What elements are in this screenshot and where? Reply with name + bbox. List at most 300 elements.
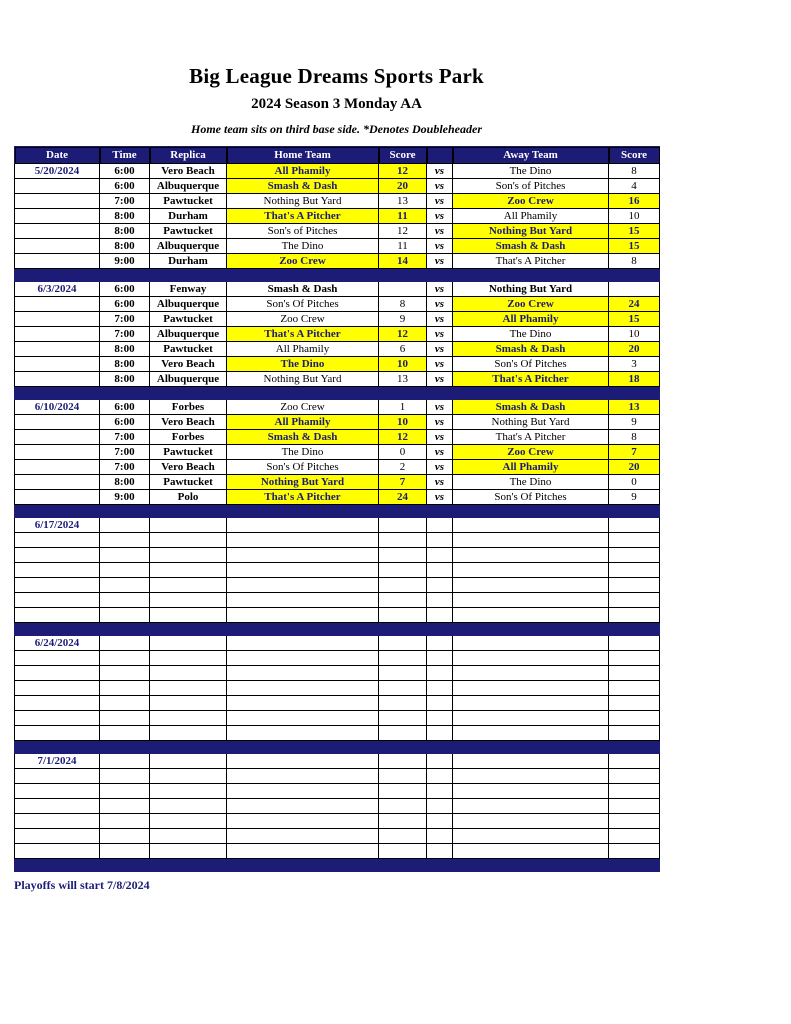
replica-cell: Pawtucket (150, 475, 227, 490)
game-row (15, 696, 660, 711)
away-team-cell: That's A Pitcher (453, 430, 609, 445)
away-team-cell (453, 636, 609, 651)
home-score-cell: 11 (379, 209, 427, 224)
game-row (15, 239, 660, 254)
home-score-cell: 9 (379, 312, 427, 327)
time-cell: 6:00 (100, 179, 150, 194)
replica-cell (150, 726, 227, 741)
vs-cell: vs (427, 327, 453, 342)
replica-cell (150, 608, 227, 623)
home-score-cell: 12 (379, 224, 427, 239)
home-team-cell: Nothing But Yard (227, 372, 379, 387)
date-cell (15, 490, 100, 505)
week-separator-bar (15, 387, 660, 400)
game-row (15, 681, 660, 696)
replica-cell: Vero Beach (150, 460, 227, 475)
away-score-cell: 3 (609, 357, 660, 372)
date-cell (15, 445, 100, 460)
away-score-cell (609, 593, 660, 608)
away-score-cell: 10 (609, 209, 660, 224)
home-score-cell (379, 784, 427, 799)
home-team-cell: The Dino (227, 239, 379, 254)
replica-cell (150, 799, 227, 814)
away-team-cell (453, 829, 609, 844)
away-team-cell: Son's Of Pitches (453, 490, 609, 505)
home-score-cell (379, 829, 427, 844)
away-team-cell: Son's of Pitches (453, 179, 609, 194)
date-cell (15, 696, 100, 711)
vs-cell (427, 651, 453, 666)
vs-cell (427, 829, 453, 844)
home-score-cell (379, 681, 427, 696)
footer-note: Playoffs will start 7/8/2024 (14, 878, 150, 892)
away-team-cell: That's A Pitcher (453, 254, 609, 269)
date-cell (15, 239, 100, 254)
date-cell: 7/1/2024 (15, 754, 100, 769)
replica-cell: Pawtucket (150, 312, 227, 327)
home-score-cell: 14 (379, 254, 427, 269)
home-team-cell (227, 784, 379, 799)
game-row (15, 844, 660, 859)
date-cell (15, 769, 100, 784)
home-score-cell: 13 (379, 194, 427, 209)
vs-cell (427, 711, 453, 726)
schedule-table (14, 146, 660, 872)
home-score-cell (379, 608, 427, 623)
away-team-cell: All Phamily (453, 209, 609, 224)
game-row (15, 445, 660, 460)
away-team-cell (453, 593, 609, 608)
away-score-cell: 20 (609, 460, 660, 475)
home-team-cell: Son's of Pitches (227, 224, 379, 239)
time-cell: 8:00 (100, 209, 150, 224)
away-score-cell (609, 784, 660, 799)
home-team-cell (227, 696, 379, 711)
home-score-cell: 12 (379, 327, 427, 342)
away-score-cell (609, 518, 660, 533)
vs-cell: vs (427, 475, 453, 490)
away-score-cell (609, 844, 660, 859)
date-cell (15, 475, 100, 490)
game-row (15, 342, 660, 357)
home-score-cell (379, 844, 427, 859)
date-cell (15, 814, 100, 829)
time-cell: 7:00 (100, 327, 150, 342)
home-team-cell: Zoo Crew (227, 400, 379, 415)
away-team-cell (453, 666, 609, 681)
home-team-cell (227, 518, 379, 533)
game-row (15, 327, 660, 342)
time-cell: 6:00 (100, 415, 150, 430)
game-row (15, 357, 660, 372)
home-score-cell: 20 (379, 179, 427, 194)
away-score-cell: 18 (609, 372, 660, 387)
date-cell (15, 666, 100, 681)
away-team-cell (453, 518, 609, 533)
home-team-cell: All Phamily (227, 164, 379, 179)
replica-cell (150, 651, 227, 666)
vs-cell: vs (427, 164, 453, 179)
home-score-cell (379, 636, 427, 651)
time-cell: 7:00 (100, 445, 150, 460)
home-score-cell (379, 578, 427, 593)
game-row (15, 799, 660, 814)
away-team-cell: Nothing But Yard (453, 224, 609, 239)
week-separator-bar (15, 269, 660, 282)
time-cell (100, 769, 150, 784)
game-row (15, 636, 660, 651)
home-score-cell: 7 (379, 475, 427, 490)
column-header: Score (609, 147, 660, 164)
vs-cell (427, 799, 453, 814)
vs-cell: vs (427, 372, 453, 387)
away-score-cell: 15 (609, 239, 660, 254)
game-row (15, 533, 660, 548)
replica-cell (150, 578, 227, 593)
away-score-cell (609, 696, 660, 711)
away-score-cell (609, 799, 660, 814)
time-cell: 8:00 (100, 372, 150, 387)
time-cell (100, 844, 150, 859)
vs-cell (427, 666, 453, 681)
home-team-cell (227, 681, 379, 696)
date-cell (15, 593, 100, 608)
vs-cell: vs (427, 342, 453, 357)
week-separator (15, 505, 660, 518)
away-score-cell: 24 (609, 297, 660, 312)
replica-cell: Forbes (150, 430, 227, 445)
time-cell (100, 754, 150, 769)
time-cell (100, 784, 150, 799)
time-cell: 7:00 (100, 460, 150, 475)
time-cell (100, 726, 150, 741)
home-team-cell: That's A Pitcher (227, 209, 379, 224)
home-team-cell (227, 829, 379, 844)
vs-cell (427, 533, 453, 548)
away-team-cell: The Dino (453, 475, 609, 490)
game-row (15, 297, 660, 312)
replica-cell: Pawtucket (150, 224, 227, 239)
game-row (15, 415, 660, 430)
home-score-cell (379, 754, 427, 769)
game-row (15, 312, 660, 327)
replica-cell (150, 593, 227, 608)
column-header: Score (379, 147, 427, 164)
home-team-cell (227, 769, 379, 784)
replica-cell (150, 636, 227, 651)
game-row (15, 829, 660, 844)
time-cell: 7:00 (100, 194, 150, 209)
away-score-cell (609, 666, 660, 681)
date-cell (15, 711, 100, 726)
date-cell (15, 651, 100, 666)
date-cell (15, 578, 100, 593)
away-team-cell: Zoo Crew (453, 445, 609, 460)
column-header (427, 147, 453, 164)
away-team-cell (453, 651, 609, 666)
week-separator-bar (15, 505, 660, 518)
game-row (15, 460, 660, 475)
page-title: Big League Dreams Sports Park (189, 64, 484, 88)
home-team-cell (227, 533, 379, 548)
time-cell: 6:00 (100, 400, 150, 415)
home-team-cell: The Dino (227, 357, 379, 372)
home-score-cell (379, 533, 427, 548)
home-score-cell: 24 (379, 490, 427, 505)
date-cell: 6/3/2024 (15, 282, 100, 297)
game-row (15, 784, 660, 799)
home-team-cell: All Phamily (227, 415, 379, 430)
home-team-cell (227, 711, 379, 726)
game-row (15, 814, 660, 829)
home-team-cell (227, 636, 379, 651)
time-cell (100, 578, 150, 593)
away-score-cell: 8 (609, 430, 660, 445)
time-cell: 6:00 (100, 297, 150, 312)
replica-cell: Pawtucket (150, 342, 227, 357)
vs-cell (427, 593, 453, 608)
game-row (15, 282, 660, 297)
replica-cell (150, 769, 227, 784)
replica-cell: Durham (150, 209, 227, 224)
vs-cell (427, 844, 453, 859)
vs-cell: vs (427, 400, 453, 415)
vs-cell (427, 696, 453, 711)
away-score-cell (609, 681, 660, 696)
week-separator-bar (15, 741, 660, 754)
home-score-cell (379, 814, 427, 829)
away-team-cell: Smash & Dash (453, 400, 609, 415)
home-score-cell (379, 651, 427, 666)
away-score-cell: 9 (609, 415, 660, 430)
page-header (14, 64, 659, 137)
date-cell (15, 784, 100, 799)
game-row (15, 518, 660, 533)
time-cell (100, 548, 150, 563)
away-score-cell (609, 608, 660, 623)
game-row (15, 711, 660, 726)
vs-cell: vs (427, 254, 453, 269)
replica-cell: Forbes (150, 400, 227, 415)
time-cell (100, 829, 150, 844)
away-team-cell: The Dino (453, 164, 609, 179)
away-score-cell (609, 754, 660, 769)
replica-cell (150, 784, 227, 799)
away-score-cell (609, 282, 660, 297)
away-score-cell (609, 533, 660, 548)
vs-cell: vs (427, 490, 453, 505)
home-team-cell (227, 726, 379, 741)
column-header: Time (100, 147, 150, 164)
away-score-cell: 8 (609, 164, 660, 179)
game-row (15, 608, 660, 623)
home-team-cell: Smash & Dash (227, 179, 379, 194)
away-team-cell (453, 681, 609, 696)
time-cell (100, 711, 150, 726)
home-score-cell (379, 696, 427, 711)
date-cell (15, 829, 100, 844)
week-separator-bar (15, 859, 660, 872)
home-score-cell: 10 (379, 357, 427, 372)
time-cell (100, 799, 150, 814)
away-score-cell: 16 (609, 194, 660, 209)
home-team-cell (227, 578, 379, 593)
away-team-cell: Son's Of Pitches (453, 357, 609, 372)
replica-cell (150, 844, 227, 859)
time-cell (100, 814, 150, 829)
home-team-cell (227, 754, 379, 769)
replica-cell (150, 533, 227, 548)
date-cell (15, 799, 100, 814)
game-row (15, 209, 660, 224)
schedule-header-row (15, 147, 660, 164)
game-row (15, 651, 660, 666)
replica-cell: Albuquerque (150, 327, 227, 342)
time-cell: 8:00 (100, 357, 150, 372)
home-team-cell: Zoo Crew (227, 254, 379, 269)
replica-cell (150, 829, 227, 844)
time-cell (100, 593, 150, 608)
date-cell (15, 342, 100, 357)
away-score-cell: 20 (609, 342, 660, 357)
time-cell: 9:00 (100, 254, 150, 269)
home-team-cell (227, 593, 379, 608)
home-score-cell: 12 (379, 164, 427, 179)
replica-cell: Albuquerque (150, 372, 227, 387)
vs-cell (427, 769, 453, 784)
home-score-cell (379, 593, 427, 608)
game-row (15, 224, 660, 239)
vs-cell (427, 578, 453, 593)
away-score-cell: 7 (609, 445, 660, 460)
away-score-cell (609, 769, 660, 784)
schedule-table-body (15, 164, 660, 872)
away-team-cell: Nothing But Yard (453, 282, 609, 297)
week-separator (15, 859, 660, 872)
home-score-cell: 11 (379, 239, 427, 254)
vs-cell (427, 754, 453, 769)
page-note: Home team sits on third base side. *Denotes Doubleheader (191, 122, 482, 136)
home-team-cell: That's A Pitcher (227, 490, 379, 505)
replica-cell: Albuquerque (150, 179, 227, 194)
game-row (15, 430, 660, 445)
away-team-cell (453, 578, 609, 593)
date-cell (15, 844, 100, 859)
vs-cell (427, 563, 453, 578)
vs-cell: vs (427, 297, 453, 312)
date-cell (15, 548, 100, 563)
time-cell (100, 563, 150, 578)
home-score-cell: 2 (379, 460, 427, 475)
game-row (15, 769, 660, 784)
page-subtitle: 2024 Season 3 Monday AA (251, 96, 422, 112)
week-separator (15, 387, 660, 400)
date-cell (15, 460, 100, 475)
vs-cell: vs (427, 194, 453, 209)
away-team-cell (453, 548, 609, 563)
game-row (15, 548, 660, 563)
date-cell (15, 357, 100, 372)
home-team-cell (227, 563, 379, 578)
away-score-cell: 0 (609, 475, 660, 490)
replica-cell: Pawtucket (150, 445, 227, 460)
away-score-cell: 15 (609, 224, 660, 239)
time-cell (100, 696, 150, 711)
away-score-cell (609, 711, 660, 726)
replica-cell (150, 548, 227, 563)
date-cell (15, 327, 100, 342)
replica-cell (150, 696, 227, 711)
home-team-cell (227, 799, 379, 814)
away-team-cell: Smash & Dash (453, 239, 609, 254)
time-cell (100, 681, 150, 696)
game-row (15, 194, 660, 209)
date-cell (15, 372, 100, 387)
game-row (15, 726, 660, 741)
date-cell (15, 312, 100, 327)
vs-cell: vs (427, 312, 453, 327)
replica-cell: Polo (150, 490, 227, 505)
game-row (15, 372, 660, 387)
replica-cell: Fenway (150, 282, 227, 297)
date-cell (15, 179, 100, 194)
replica-cell: Vero Beach (150, 164, 227, 179)
home-team-cell (227, 651, 379, 666)
replica-cell (150, 814, 227, 829)
date-cell (15, 563, 100, 578)
date-cell (15, 194, 100, 209)
replica-cell (150, 711, 227, 726)
home-score-cell (379, 518, 427, 533)
home-score-cell: 1 (379, 400, 427, 415)
vs-cell (427, 726, 453, 741)
away-score-cell (609, 548, 660, 563)
time-cell (100, 518, 150, 533)
vs-cell: vs (427, 415, 453, 430)
away-team-cell (453, 726, 609, 741)
away-score-cell: 9 (609, 490, 660, 505)
away-team-cell: That's A Pitcher (453, 372, 609, 387)
away-team-cell (453, 563, 609, 578)
away-team-cell: Zoo Crew (453, 297, 609, 312)
column-header: Away Team (453, 147, 609, 164)
date-cell (15, 224, 100, 239)
home-score-cell: 12 (379, 430, 427, 445)
time-cell (100, 608, 150, 623)
replica-cell (150, 563, 227, 578)
away-score-cell (609, 726, 660, 741)
home-team-cell (227, 548, 379, 563)
home-team-cell: Nothing But Yard (227, 475, 379, 490)
away-team-cell: All Phamily (453, 460, 609, 475)
home-score-cell (379, 769, 427, 784)
away-score-cell (609, 636, 660, 651)
home-team-cell (227, 844, 379, 859)
date-cell: 6/17/2024 (15, 518, 100, 533)
week-separator (15, 741, 660, 754)
away-score-cell (609, 563, 660, 578)
away-team-cell: The Dino (453, 327, 609, 342)
column-header: Date (15, 147, 100, 164)
date-cell: 6/24/2024 (15, 636, 100, 651)
away-team-cell (453, 799, 609, 814)
away-team-cell (453, 769, 609, 784)
home-score-cell (379, 563, 427, 578)
replica-cell (150, 681, 227, 696)
time-cell: 7:00 (100, 430, 150, 445)
replica-cell (150, 754, 227, 769)
away-score-cell (609, 651, 660, 666)
